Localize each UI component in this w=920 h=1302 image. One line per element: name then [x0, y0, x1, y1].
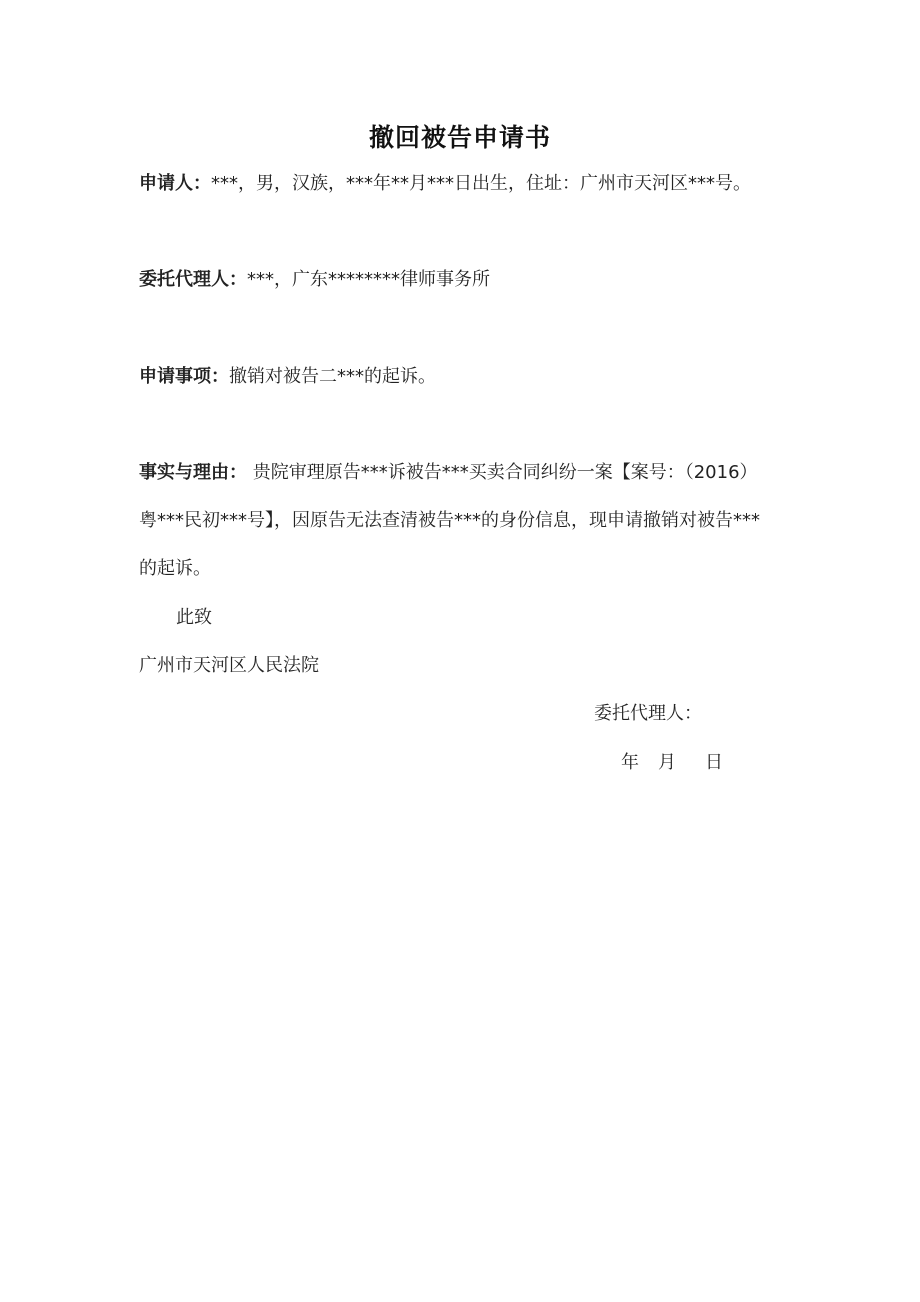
date-line — [621, 751, 781, 775]
facts-line-3 — [139, 557, 789, 581]
facts-text-3: 的起诉。 — [139, 558, 211, 579]
facts-line-1 — [139, 461, 789, 485]
request-line — [139, 365, 789, 389]
date-year: 年 — [621, 752, 639, 773]
applicant-label: 申请人： — [139, 173, 211, 194]
agent-label: 委托代理人： — [139, 269, 247, 290]
applicant-text: ***，男，汉族，***年**月***日出生，住址：广州市天河区***号。 — [211, 173, 751, 194]
agent-text: ***，广东********律师事务所 — [247, 269, 490, 290]
applicant-line — [139, 172, 789, 196]
date-day: 日 — [705, 752, 723, 773]
facts-text-2: 粤***民初***号】，因原告无法查清被告***的身份信息，现申请撤销对被告*** — [139, 510, 760, 531]
court-name: 广州市天河区人民法院 — [139, 655, 319, 676]
document-title: 撤回被告申请书 — [368, 123, 551, 152]
request-label: 申请事项： — [139, 366, 229, 387]
date-month: 月 — [658, 752, 676, 773]
facts-line-2 — [139, 509, 789, 533]
agent-line — [139, 268, 789, 292]
request-text: 撤销对被告二***的起诉。 — [229, 366, 436, 387]
facts-label: 事实与理由： — [139, 462, 247, 483]
signature-label: 委托代理人： — [594, 703, 702, 724]
closing-text: 此致 — [176, 607, 212, 628]
facts-text-1: 贵院审理原告***诉被告***买卖合同纠纷一案【案号：（2016） — [247, 462, 758, 483]
